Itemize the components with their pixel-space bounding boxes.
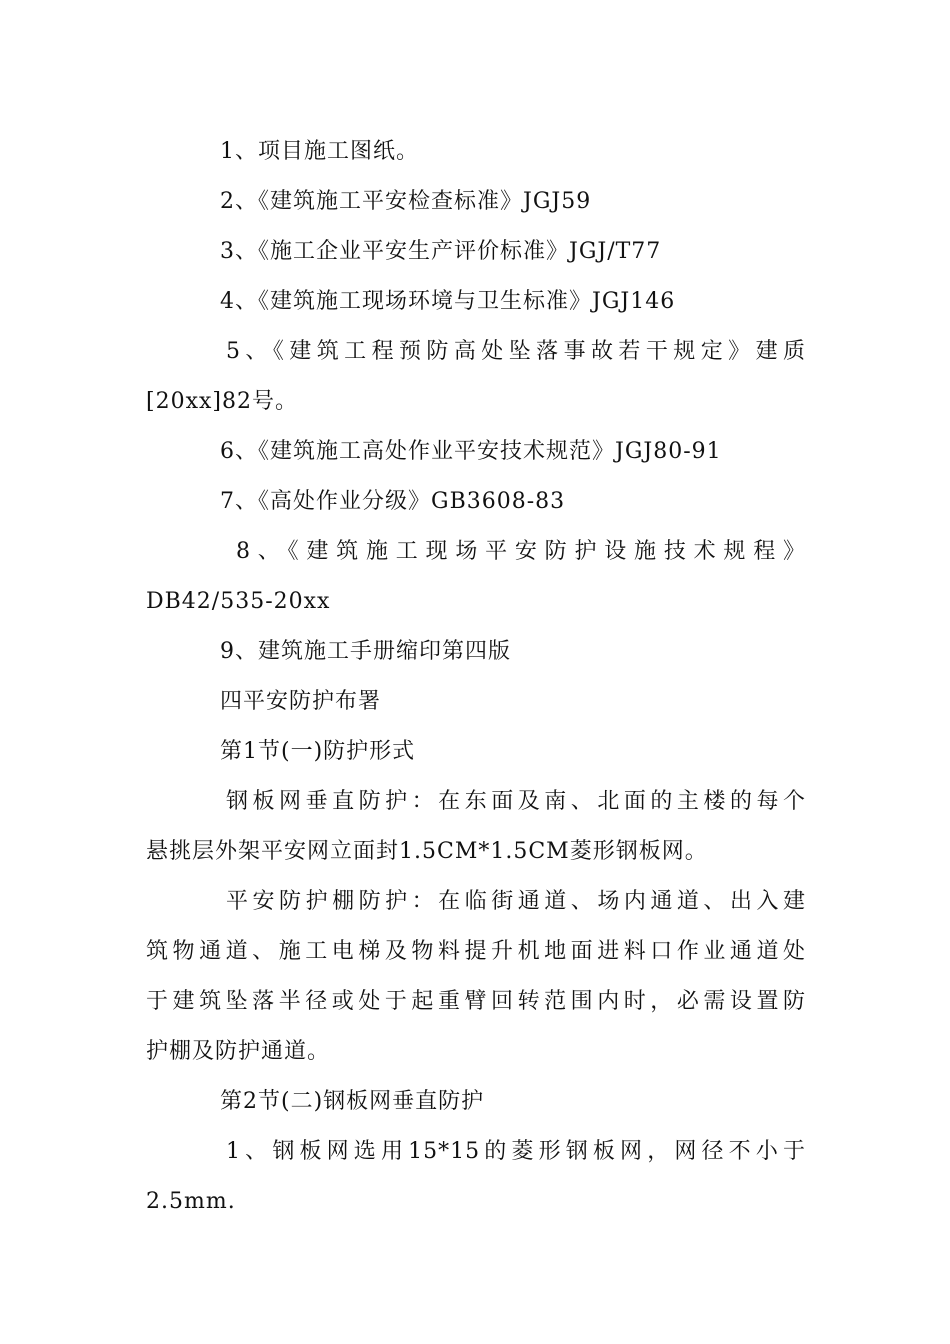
reference-item-5-line2: [20xx]82号。	[146, 389, 298, 414]
paragraph-3-line2: 2.5mm.	[146, 1189, 236, 1214]
paragraph-3-line1: 1、钢板网选用15*15的菱形钢板网，网径不小于	[226, 1139, 806, 1164]
reference-item-8-line2: DB42/535-20xx	[146, 589, 331, 614]
reference-item-3: 3、《施工企业平安生产评价标准》JGJ/T77	[220, 239, 662, 264]
paragraph-2-line4: 护棚及防护通道。	[146, 1039, 331, 1064]
subsection-title-2: 第2节(二)钢板网垂直防护	[220, 1089, 485, 1114]
reference-item-4: 4、《建筑施工现场环境与卫生标准》JGJ146	[220, 289, 676, 314]
reference-item-9: 9、建筑施工手册缩印第四版	[220, 639, 511, 664]
reference-item-8-line1: 8、《建筑施工现场平安防护设施技术规程》	[236, 539, 806, 564]
section-title: 四平安防护布署	[220, 689, 382, 714]
reference-item-6: 6、《建筑施工高处作业平安技术规范》JGJ80-91	[220, 439, 722, 464]
paragraph-1-line1: 钢板网垂直防护：在东面及南、北面的主楼的每个	[226, 789, 806, 814]
paragraph-1-line2: 悬挑层外架平安网立面封1.5CM*1.5CM菱形钢板网。	[146, 839, 708, 864]
reference-item-2: 2、《建筑施工平安检查标准》JGJ59	[220, 189, 592, 214]
paragraph-2-line3: 于建筑坠落半径或处于起重臂回转范围内时，必需设置防	[146, 989, 806, 1014]
paragraph-2-line2: 筑物通道、施工电梯及物料提升机地面进料口作业通道处	[146, 939, 806, 964]
reference-item-1: 1、项目施工图纸。	[220, 139, 419, 164]
subsection-title-1: 第1节(一)防护形式	[220, 739, 416, 764]
reference-item-5-line1: 5、《建筑工程预防高处坠落事故若干规定》建质	[226, 339, 806, 364]
paragraph-2-line1: 平安防护棚防护：在临街通道、场内通道、出入建	[226, 889, 806, 914]
reference-item-7: 7、《高处作业分级》GB3608-83	[220, 489, 566, 514]
